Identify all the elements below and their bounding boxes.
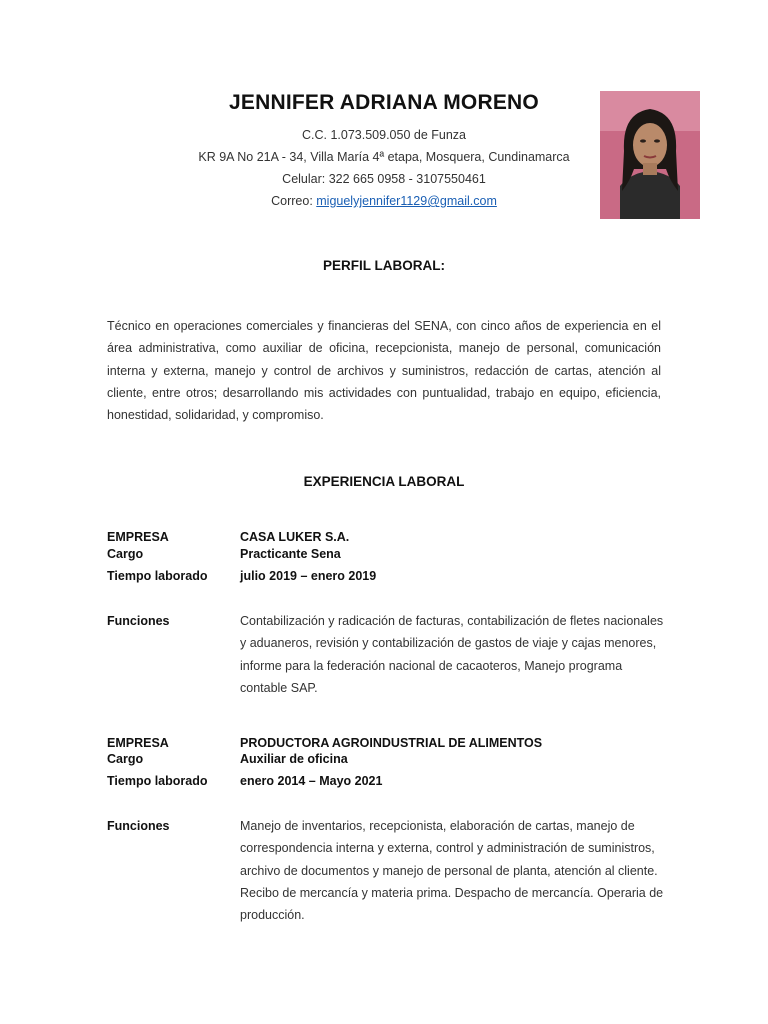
company-label: EMPRESA — [107, 530, 169, 544]
candidate-name: JENNIFER ADRIANA MORENO — [229, 91, 539, 114]
portrait-image — [600, 91, 700, 219]
email-label: Correo: — [271, 194, 317, 208]
time-value: julio 2019 – enero 2019 — [240, 569, 377, 583]
role-value: Practicante Sena — [240, 547, 341, 561]
address-line: KR 9A No 21A - 34, Villa María 4ª etapa, Mosquera, Cundinamarca — [198, 150, 570, 164]
profile-text: Técnico en operaciones comerciales y financieras del SENA, con cinco años de experiencia en el área administrativa, como auxiliar de oficina, recepcionista, manejo de personal, comunicación interna y externa, manejo y control de archivos y suministros, redacción de cartas, atención al cliente, entre otros; desarrollando mis actividades con puntualidad, trabajo en equipo, eficiencia, honestidad, solidaridad, y compromiso. — [107, 319, 661, 423]
company-name: CASA LUKER S.A. — [240, 530, 350, 544]
time-label: Tiempo laborado — [107, 569, 208, 583]
role-label: Cargo — [107, 752, 144, 766]
time-value: enero 2014 – Mayo 2021 — [240, 774, 383, 788]
resume-header — [100, 88, 668, 212]
profile-photo — [600, 91, 700, 219]
profile-title: PERFIL LABORAL: — [323, 258, 445, 273]
email-line — [100, 190, 668, 212]
time-label: Tiempo laborado — [107, 774, 208, 788]
experience-title: EXPERIENCIA LABORAL — [303, 474, 465, 489]
id-line: C.C. 1.073.509.050 de Funza — [301, 128, 466, 142]
role-value: Auxiliar de oficina — [240, 752, 348, 766]
company-label: EMPRESA — [107, 736, 169, 750]
email-link[interactable]: miguelyjennifer1129@gmail.com — [316, 194, 497, 208]
functions-text: Contabilización y radicación de facturas, contabilización de fletes nacionales y aduaneros, revisión y contabilización de gastos de viaje y cajas menores, informe para la federación nacional de cacaoteros, Manejo programa contable SAP. — [240, 614, 664, 695]
functions-label: Funciones — [107, 819, 170, 833]
phone-line: Celular: 322 665 0958 - 3107550461 — [282, 172, 486, 186]
functions-text: Manejo de inventarios, recepcionista, elaboración de cartas, manejo de correspondencia interna y externa, control y administración de suministros, archivo de documentos y manejo de personal de planta, atención al cliente. Recibo de mercancía y materia prima. Despacho de mercancía. Operaria de producción. — [240, 819, 664, 923]
functions-label: Funciones — [107, 614, 170, 628]
company-name: PRODUCTORA AGROINDUSTRIAL DE ALIMENTOS — [240, 736, 543, 750]
role-label: Cargo — [107, 547, 144, 561]
